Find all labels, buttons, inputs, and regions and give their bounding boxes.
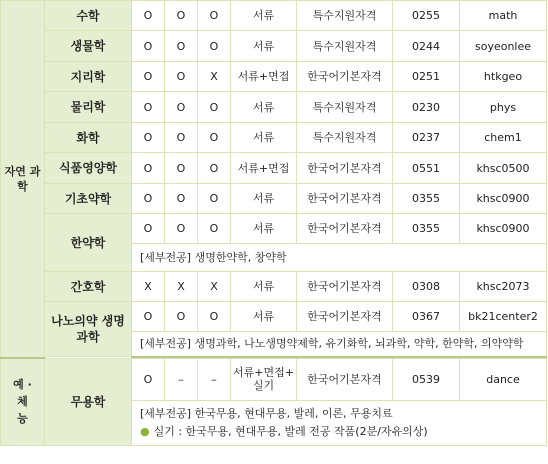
cell-c3: –: [198, 358, 231, 400]
major-name: 식품영양학: [45, 153, 132, 184]
major-name: 수학: [45, 1, 132, 31]
cell-c1: O: [132, 31, 165, 62]
table-row: [1, 92, 547, 123]
practical-note: [140, 423, 544, 441]
cell-qualification: 한국어기본자격: [297, 62, 393, 92]
cell-c3: O: [198, 214, 231, 244]
cell-method: 서류: [231, 31, 297, 62]
cell-code: 0551: [393, 153, 460, 184]
cell-c2: O: [165, 123, 198, 153]
cell-method: 서류+면접: [231, 153, 297, 184]
cell-c3: O: [198, 153, 231, 184]
cell-method: 서류: [231, 272, 297, 302]
cell-c3: O: [198, 92, 231, 123]
table-row: [1, 123, 547, 153]
cell-c3: O: [198, 31, 231, 62]
cell-c1: O: [132, 153, 165, 184]
major-name: 화학: [45, 123, 132, 153]
table-row: [1, 184, 547, 214]
cell-c2: O: [165, 302, 198, 332]
cell-c1: O: [132, 184, 165, 214]
cell-method: 서류: [231, 302, 297, 332]
section-arts-sports: 예 · 체 능: [1, 358, 45, 445]
table-row: [1, 31, 547, 62]
cell-c1: O: [132, 302, 165, 332]
practical-note-text: 실기 : 한국무용, 현대무용, 발레 전공 작품(2분/자유의상): [153, 424, 428, 438]
cell-c2: O: [165, 214, 198, 244]
cell-id: phys: [460, 92, 547, 123]
cell-qualification: 한국어기본자격: [297, 153, 393, 184]
cell-id: math: [460, 1, 547, 31]
table-row: [1, 1, 547, 31]
cell-c2: O: [165, 184, 198, 214]
cell-method: 서류: [231, 1, 297, 31]
major-name: 지리학: [45, 62, 132, 92]
table-row: [1, 302, 547, 332]
cell-qualification: 한국어기본자격: [297, 358, 393, 400]
sub-major-note: [세부전공] 생명과학, 나노생명약제학, 유기화학, 뇌과학, 약학, 한약학, 의약약학: [132, 332, 547, 357]
cell-c1: O: [132, 62, 165, 92]
cell-id: khsc0900: [460, 184, 547, 214]
major-name: 물리학: [45, 92, 132, 123]
cell-id: khsc0900: [460, 214, 547, 244]
cell-method: 서류+면접+ 실기: [231, 358, 297, 400]
cell-c3: O: [198, 184, 231, 214]
cell-id: dance: [460, 358, 547, 400]
cell-c3: X: [198, 62, 231, 92]
table-row: [1, 214, 547, 244]
cell-qualification: 특수지원자격: [297, 123, 393, 153]
cell-qualification: 한국어기본자격: [297, 302, 393, 332]
cell-c2: O: [165, 31, 198, 62]
cell-method: 서류: [231, 184, 297, 214]
cell-qualification: 특수지원자격: [297, 31, 393, 62]
cell-code: 0355: [393, 214, 460, 244]
cell-method: 서류: [231, 123, 297, 153]
cell-id: chem1: [460, 123, 547, 153]
cell-id: soyeonlee: [460, 31, 547, 62]
cell-qualification: 특수지원자격: [297, 1, 393, 31]
cell-code: 0230: [393, 92, 460, 123]
cell-code: 0255: [393, 1, 460, 31]
cell-qualification: 특수지원자격: [297, 92, 393, 123]
bullet-icon: ●: [140, 424, 150, 438]
major-name: 무용학: [45, 358, 132, 445]
table-row: [1, 272, 547, 302]
cell-method: 서류: [231, 214, 297, 244]
cell-qualification: 한국어기본자격: [297, 184, 393, 214]
cell-c3: O: [198, 123, 231, 153]
cell-id: bk21center2: [460, 302, 547, 332]
cell-code: 0355: [393, 184, 460, 214]
cell-c3: X: [198, 272, 231, 302]
table-row: [1, 358, 547, 400]
cell-c2: X: [165, 272, 198, 302]
cell-c2: –: [165, 358, 198, 400]
cell-code: 0367: [393, 302, 460, 332]
cell-id: khsc0500: [460, 153, 547, 184]
major-name: 간호학: [45, 272, 132, 302]
table-row: [1, 62, 547, 92]
cell-id: htkgeo: [460, 62, 547, 92]
cell-code: 0251: [393, 62, 460, 92]
cell-id: khsc2073: [460, 272, 547, 302]
cell-method: 서류: [231, 92, 297, 123]
table-row: [1, 153, 547, 184]
cell-code: 0539: [393, 358, 460, 400]
cell-c1: O: [132, 123, 165, 153]
cell-code: 0244: [393, 31, 460, 62]
cell-c1: X: [132, 272, 165, 302]
cell-c1: O: [132, 214, 165, 244]
major-name: 한약학: [45, 214, 132, 272]
sub-major-note-block: [132, 400, 547, 445]
major-name: 기초약학: [45, 184, 132, 214]
cell-c2: O: [165, 1, 198, 31]
sub-major-note: [세부전공] 한국무용, 현대무용, 발레, 이론, 무용치료: [140, 406, 393, 420]
cell-c1: O: [132, 1, 165, 31]
cell-c3: O: [198, 1, 231, 31]
cell-c3: O: [198, 302, 231, 332]
cell-code: 0308: [393, 272, 460, 302]
cell-code: 0237: [393, 123, 460, 153]
cell-qualification: 한국어기본자격: [297, 214, 393, 244]
cell-method: 서류+면접: [231, 62, 297, 92]
cell-qualification: 한국어기본자격: [297, 272, 393, 302]
sub-major-note: [세부전공] 생명한약학, 창약학: [132, 244, 547, 272]
major-name: 생물학: [45, 31, 132, 62]
major-name: 나노의약 생명과학: [45, 302, 132, 357]
cell-c1: O: [132, 358, 165, 400]
cell-c2: O: [165, 62, 198, 92]
cell-c2: O: [165, 153, 198, 184]
section-natural-science: 자연 과학: [1, 1, 45, 359]
cell-c2: O: [165, 92, 198, 123]
cell-c1: O: [132, 92, 165, 123]
